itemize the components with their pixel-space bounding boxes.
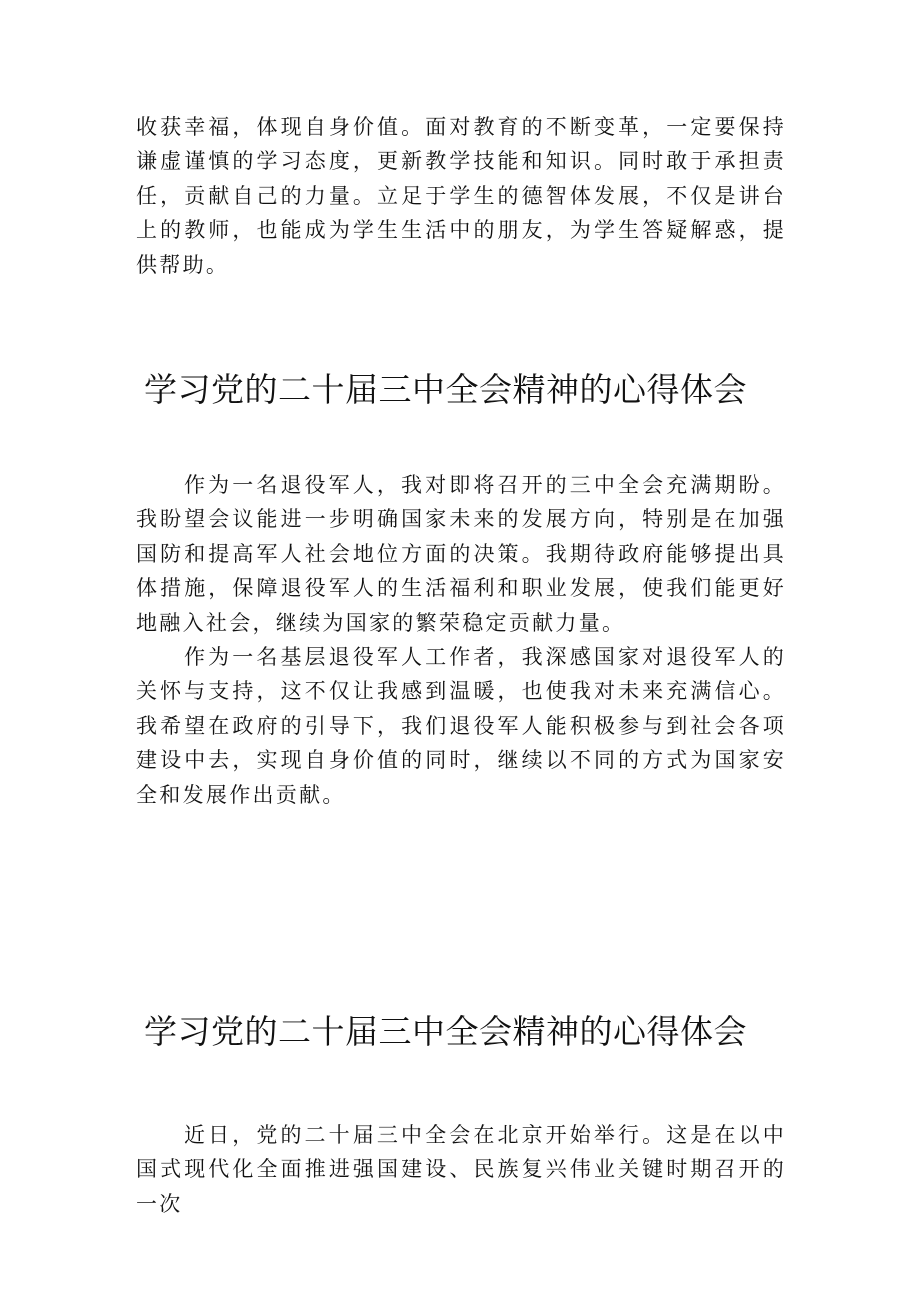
paragraph: 作为一名基层退役军人工作者，我深感国家对退役军人的关怀与支持，这不仅让我感到温暖，也使我对未来充满信心。我希望在政府的引导下，我们退役军人能积极参与到社会各项建设中去，实现自身价值的同时，继续以不同的方式为国家安全和发展作出贡献。 <box>136 645 786 807</box>
paragraph: 收获幸福，体现自身价值。面对教育的不断变革，一定要保持谦虚谨慎的学习态度，更新教学技能和知识。同时敢于承担责任，贡献自己的力量。立足于学生的德智体发展，不仅是讲台上的教师，也能成为学生生活中的朋友，为学生答疑解惑，提供帮助。 <box>136 115 786 277</box>
section-heading: 学习党的二十届三中全会精神的心得体会 <box>144 370 747 409</box>
section-body <box>136 1118 786 1221</box>
paragraph: 近日，党的二十届三中全会在北京开始举行。这是在以中国式现代化全面推进强国建设、民族复兴伟业关键时期召开的一次 <box>136 1123 786 1216</box>
section-body <box>136 468 786 812</box>
continued-paragraph-block <box>136 110 786 282</box>
section-heading: 学习党的二十届三中全会精神的心得体会 <box>144 1012 747 1051</box>
paragraph: 作为一名退役军人，我对即将召开的三中全会充满期盼。我盼望会议能进一步明确国家未来的发展方向，特别是在加强国防和提高军人社会地位方面的决策。我期待政府能够提出具体措施，保障退役军人的生活福利和职业发展，使我们能更好地融入社会，继续为国家的繁荣稳定贡献力量。 <box>136 473 786 635</box>
